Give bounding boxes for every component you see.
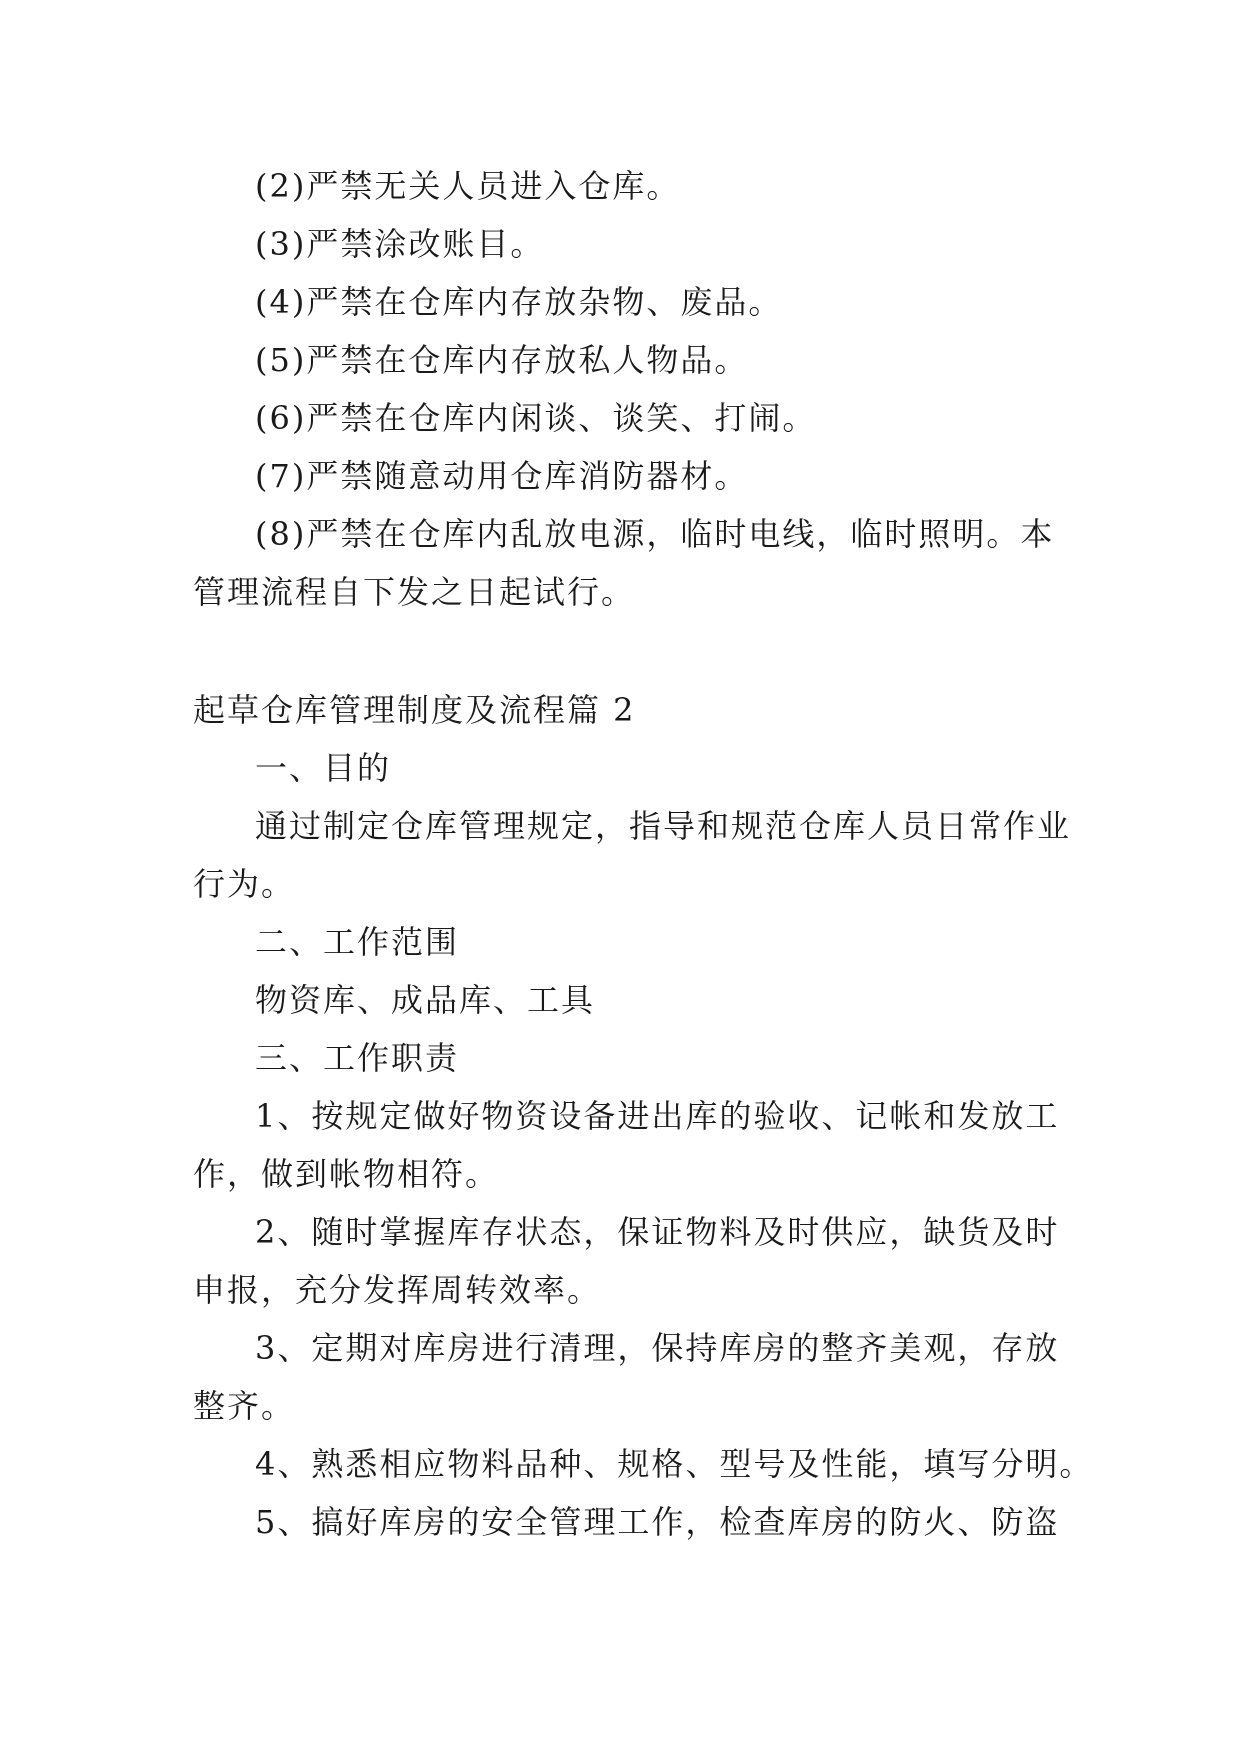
heading-duties: 三、工作职责 xyxy=(255,1039,460,1077)
rule-item-6: (6)严禁在仓库内闲谈、谈笑、打闹。 xyxy=(255,399,817,437)
rule-item-8-continued: 管理流程自下发之日起试行。 xyxy=(193,573,636,611)
rule-item-2: (2)严禁无关人员进入仓库。 xyxy=(255,167,681,205)
paragraph-purpose-continued: 行为。 xyxy=(193,865,296,903)
rule-item-3: (3)严禁涂改账目。 xyxy=(255,225,545,263)
rule-item-7: (7)严禁随意动用仓库消防器材。 xyxy=(255,457,749,495)
rule-item-5: (5)严禁在仓库内存放私人物品。 xyxy=(255,341,749,379)
rule-item-8: (8)严禁在仓库内乱放电源，临时电线，临时照明。本 xyxy=(255,515,1055,553)
duty-item-1-continued: 作，做到帐物相符。 xyxy=(193,1155,500,1193)
duty-item-2-continued: 申报，充分发挥周转效率。 xyxy=(193,1271,602,1309)
duty-item-4: 4、熟悉相应物料品种、规格、型号及性能，填写分明。 xyxy=(255,1445,1094,1483)
paragraph-scope: 物资库、成品库、工具 xyxy=(255,981,596,1019)
section-title: 起草仓库管理制度及流程篇 2 xyxy=(193,691,636,729)
duty-item-1: 1、按规定做好物资设备进出库的验收、记帐和发放工 xyxy=(255,1097,1060,1135)
duty-item-3-continued: 整齐。 xyxy=(193,1387,296,1425)
duty-item-2: 2、随时掌握库存状态，保证物料及时供应，缺货及时 xyxy=(255,1213,1060,1251)
heading-purpose: 一、目的 xyxy=(255,749,392,787)
heading-scope: 二、工作范围 xyxy=(255,923,460,961)
rule-item-4: (4)严禁在仓库内存放杂物、废品。 xyxy=(255,283,783,321)
paragraph-purpose: 通过制定仓库管理规定，指导和规范仓库人员日常作业 xyxy=(255,807,1072,845)
duty-item-5: 5、搞好库房的安全管理工作，检查库房的防火、防盗 xyxy=(255,1503,1060,1541)
duty-item-3: 3、定期对库房进行清理，保持库房的整齐美观，存放 xyxy=(255,1329,1060,1367)
